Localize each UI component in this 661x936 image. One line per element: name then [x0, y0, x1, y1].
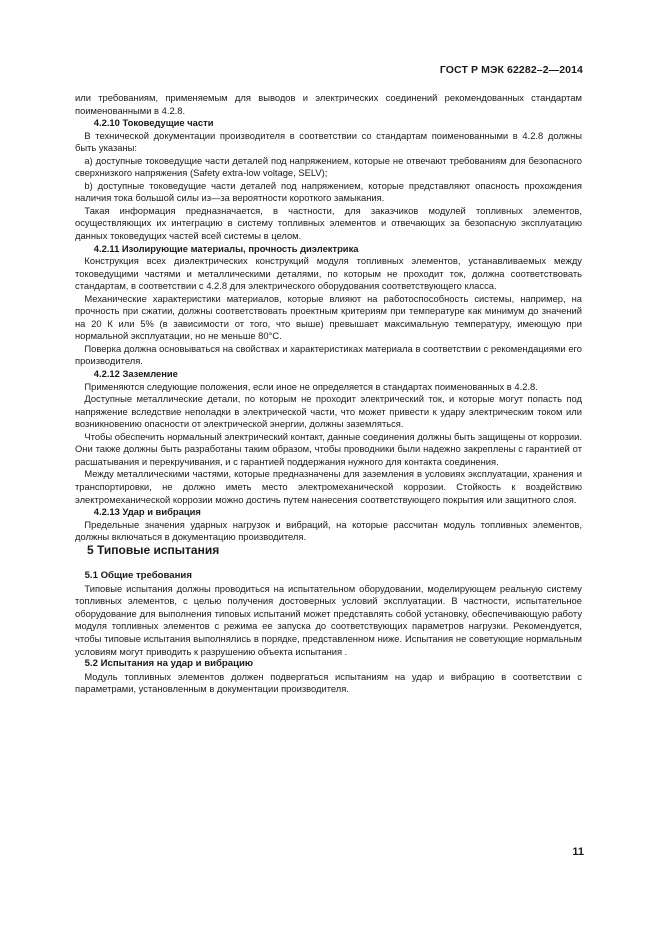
paragraph: Между металлическими частями, которые предназначены для заземления в условиях эксплуатации, хранения и транспортировки, не должно иметь место электромеханической коррозии. Стойкость к воздействию электромеханической коррозии можно достичь путем нанесения соответствующего покрытия или защитного слоя. [75, 468, 582, 505]
paragraph: Применяются следующие положения, если иное не определяется в стандартах поименованных в 4.2.8. [84, 380, 538, 392]
list-item-b: b) доступные токоведущие части деталей под напряжением, которые представляют опасность прохождения наличия тока большой силы из—за вероятности короткого замыкания. [75, 179, 582, 204]
paragraph: Чтобы обеспечить нормальный электрический контакт, данные соединения должны быть защищены от коррозии. Они также должны быть разработаны таким образом, чтобы проводники были надежно закреплены с гарантией от расшатывания и перекручивания, и с гарантией поддержания нужного для контакта соединения. [75, 430, 582, 467]
paragraph: или требованиям, применяемым для выводов и электрических соединений рекомендованных стандартам поименованными в 4.2.8. [75, 92, 582, 116]
paragraph: Типовые испытания должны проводиться на испытательном оборудовании, моделирующем реальную систему топливных элементов, с целью получения достоверных условий эксплуатации. В частности, испытательное оборудование для выполнения типовых испытаний может представлять собой установку, обеспечивающую работу модуля топливных элементов с режима ее запуска до соответствующих параметров нагрузки. Рекомендуется, чтобы типовые испытания выполнялись в порядке, представленном ниже. Испытания не советующие нормальным условиям могут приводить к разрушению объекта испытания . [75, 582, 582, 657]
page-number: 11 [572, 846, 584, 858]
subsection-heading-5-2: 5.2 Испытания на удар и вибрацию [84, 658, 254, 670]
subsection-heading-4-2-11: 4.2.11 Изолирующие материалы, прочность диэлектрика [93, 242, 359, 254]
paragraph: Поверка должна основываться на свойствах и характеристиках материала в соответствии с рекомендациями его производителя. [75, 342, 582, 367]
paragraph: Механические характеристики материалов, которые влияют на работоспособность системы, например, на прочность при сжатии, должны соответствовать проектным критериям при температуре как минимум до значений на 20 К или 5% (в зависимости от того, что выше) превышает максимальную температуру, имеющую при нормальной эксплуатации, но не меньше 80°С. [75, 292, 582, 342]
subsection-heading-4-2-10: 4.2.10 Токоведущие части [93, 117, 214, 129]
subsection-heading-4-2-12: 4.2.12 Заземление [93, 368, 178, 380]
paragraph: Такая информация предназначается, в частности, для заказчиков модулей топливных элементов, осуществляющих их интеграцию в систему топливных элементов и отвечающих за безопасную эксплуатацию данных токоведущих частей всей системы в целом. [75, 204, 582, 242]
paragraph: В технической документации производителя в соответствии со стандартам поименованными в 4.2.8 должны быть указаны: [75, 129, 582, 154]
paragraph: Доступные металлические детали, по которым не проходит электрический ток, и которые могут попасть под напряжение вследствие неполадки в электрической части, что может привести к удару электрическим током или возникновению опасности от электрической энергии, должны заземляться. [75, 393, 582, 430]
document-body [75, 92, 582, 696]
subsection-heading-4-2-13: 4.2.13 Удар и вибрация [93, 506, 201, 518]
paragraph: Предельные значения ударных нагрузок и вибраций, на которые рассчитан модуль топливных элементов, должны включаться в документацию производителя. [75, 518, 582, 543]
paragraph: Конструкция всех диэлектрических конструкций модуля топливных элементов, устанавливаемых между токоведущими частями и металлическими деталями, по которым не проходит ток, должна соответствовать стандартам, в соответствии с 4.2.8 для электрического оборудования соответствующего класса. [75, 255, 582, 292]
subsection-heading-5-1: 5.1 Общие требования [84, 570, 192, 582]
list-item-a: а) доступные токоведущие части деталей под напряжением, которые не отвечают требованиям для безопасного сверхнизкого напряжения (Safety extra-low voltage, SELV); [75, 154, 582, 179]
document-header: ГОСТ Р МЭК 62282–2—2014 [439, 64, 583, 76]
paragraph: Модуль топливных элементов должен подвергаться испытаниям на удар и вибрацию в соответствии с параметрами, установленным в документации производителя. [75, 670, 582, 695]
section-heading-5: 5 Типовые испытания [87, 542, 220, 557]
